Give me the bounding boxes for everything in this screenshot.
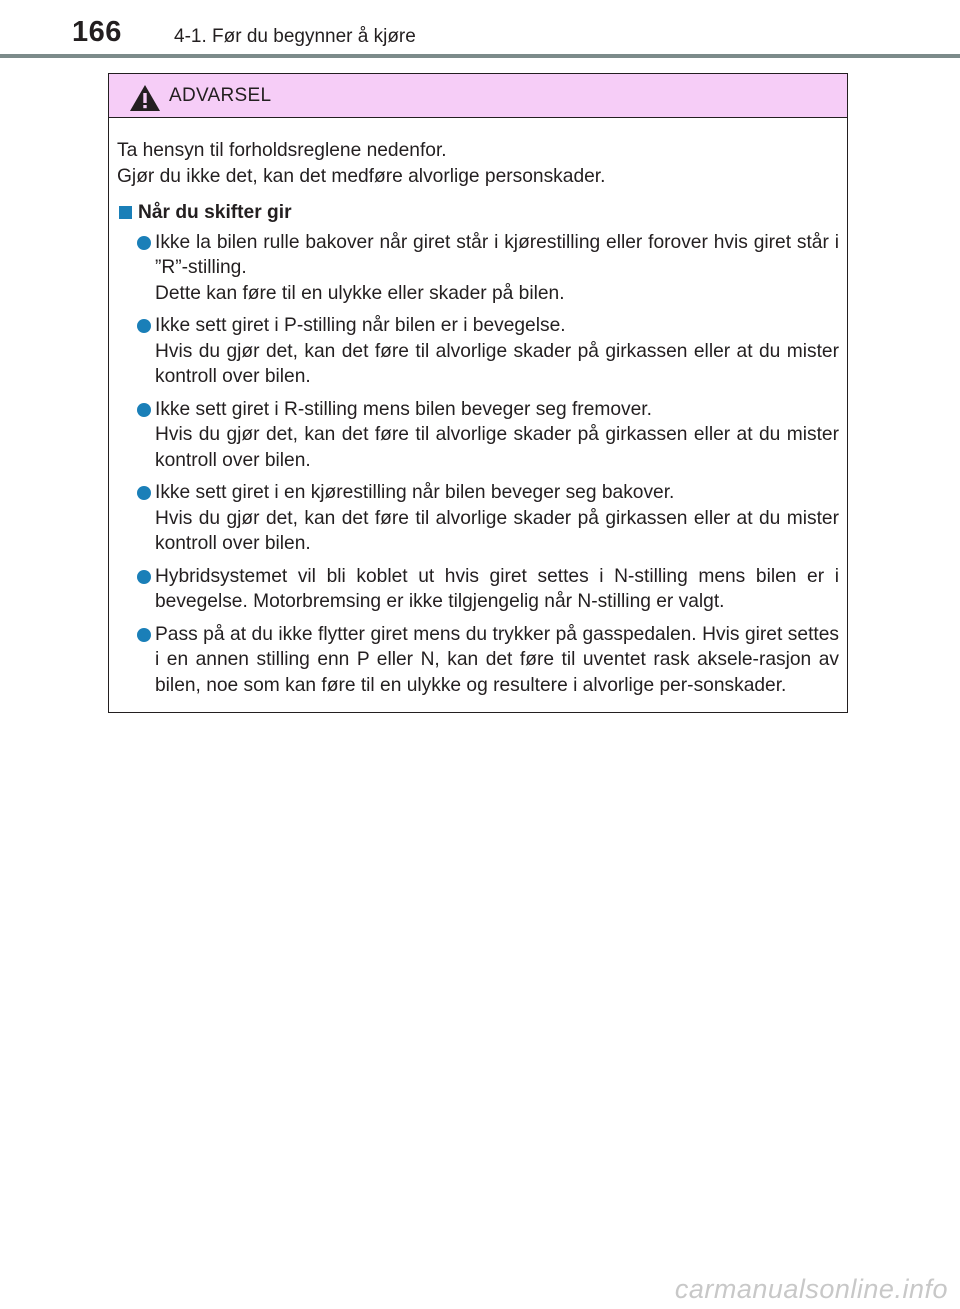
intro-line: Ta hensyn til forholdsreglene nedenfor. — [117, 140, 447, 161]
bullet-dot-icon — [137, 628, 151, 642]
page-number: 166 — [72, 16, 122, 48]
bullet-dot-icon — [137, 403, 151, 417]
bullet-list — [117, 230, 839, 699]
warning-triangle-icon — [129, 84, 161, 112]
item-text: Dette kan føre til en ulykke eller skader på bilen. — [155, 282, 565, 304]
item-text: Hybridsystemet vil bli koblet ut hvis giret settes i N-stilling mens bilen er i bevegelse. Motorbremsing er ikke tilgjengelig når N-stilling er valgt. — [155, 565, 839, 612]
section-title: 4-1. Før du begynner å kjøre — [174, 26, 416, 47]
page-header — [0, 0, 960, 60]
item-text: Ikke sett giret i en kjørestilling når bilen beveger seg bakover. — [155, 482, 675, 503]
warning-box — [108, 73, 848, 713]
item-text: Hvis du gjør det, kan det føre til alvorlige skader på girkassen eller at du mister kontroll over bilen. — [155, 340, 839, 387]
item-text: Ikke sett giret i R-stilling mens bilen beveger seg fremover. — [155, 398, 652, 420]
footer-watermark: carmanualsonline.info — [674, 1274, 948, 1304]
list-item — [117, 313, 839, 390]
warning-header — [109, 74, 847, 118]
header-rule — [0, 54, 960, 58]
item-text: Ikke la bilen rulle bakover når giret står i kjørestilling eller forover hvis giret står i ”R”-stilling. — [155, 231, 839, 278]
warning-label: ADVARSEL — [169, 85, 272, 106]
list-item — [117, 564, 839, 615]
item-text: Hvis du gjør det, kan det føre til alvorlige skader på girkassen eller at du mister kontroll over bilen. — [155, 424, 839, 471]
bullet-dot-icon — [137, 319, 151, 333]
bullet-dot-icon — [137, 236, 151, 250]
list-item — [117, 480, 839, 557]
list-item — [117, 230, 839, 307]
subheading — [117, 200, 839, 226]
square-bullet-icon — [119, 206, 132, 219]
item-text: Hvis du gjør det, kan det føre til alvorlige skader på girkassen eller at du mister kontroll over bilen. — [155, 507, 839, 554]
subheading-text: Når du skifter gir — [138, 202, 292, 223]
list-item — [117, 397, 839, 474]
warning-intro — [117, 138, 839, 189]
bullet-dot-icon — [137, 570, 151, 584]
item-text: Ikke sett giret i P-stilling når bilen er i bevegelse. — [155, 315, 566, 336]
intro-line: Gjør du ikke det, kan det medføre alvorlige personskader. — [117, 165, 606, 187]
warning-body — [109, 118, 847, 698]
list-item — [117, 622, 839, 699]
bullet-dot-icon — [137, 486, 151, 500]
item-text: Pass på at du ikke flytter giret mens du trykker på gasspedalen. Hvis giret settes i en annen stilling enn P eller N, kan det føre til uventet rask aksele-rasjon av bilen, noe som kan føre til en ulykke og resultere i alvorlige per-sonskader. — [155, 623, 839, 696]
